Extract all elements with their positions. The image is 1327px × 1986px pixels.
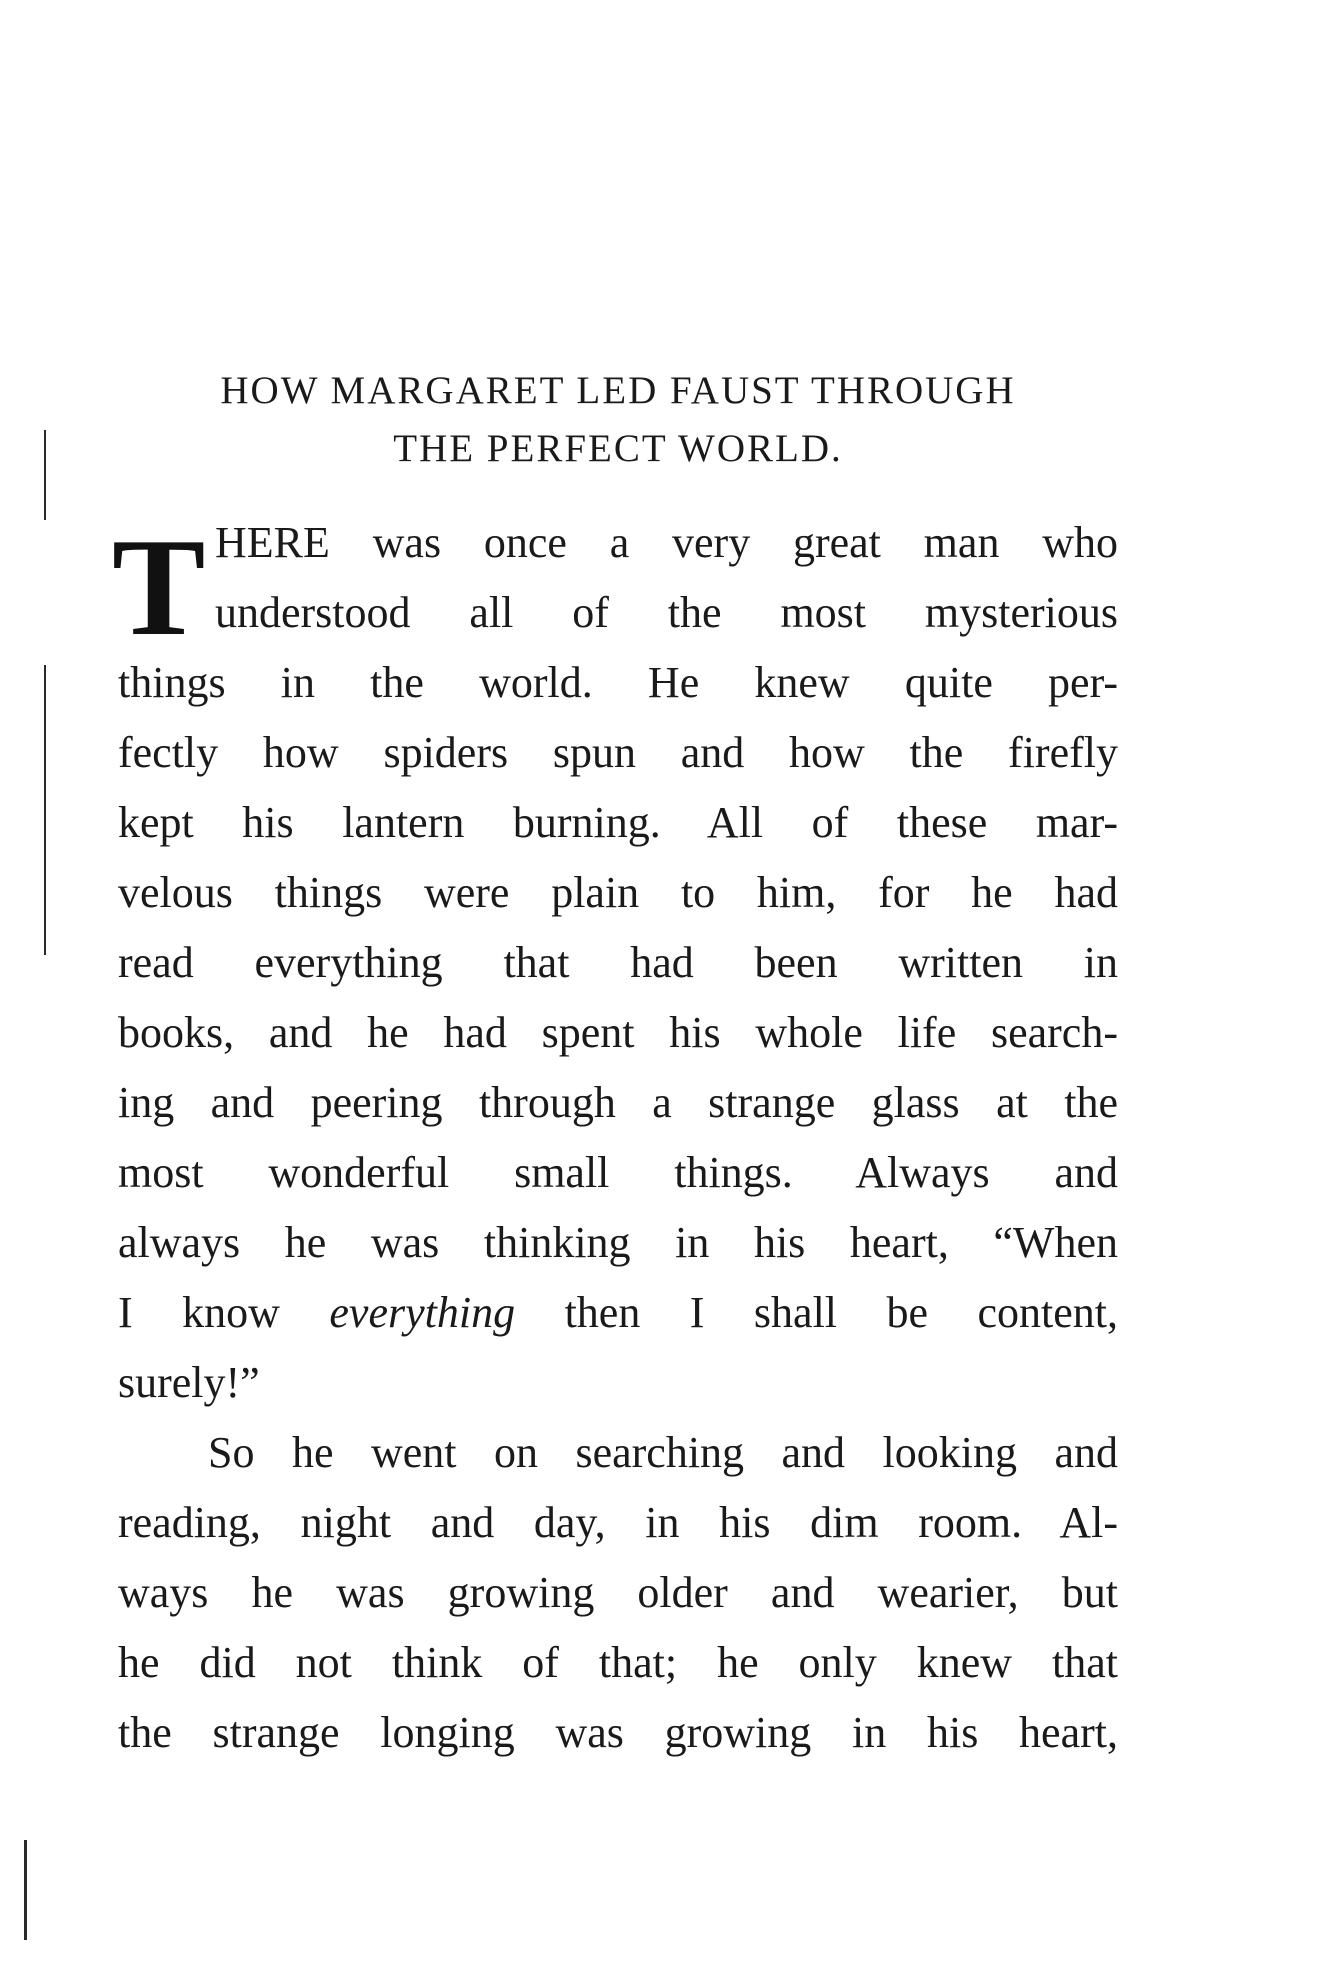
text-line-8: books, and he had spent his whole life search-	[118, 1008, 1118, 1057]
scan-edge-mark	[44, 430, 46, 520]
text-segment: then I shall be content,	[564, 1288, 1119, 1337]
text-line-6: velous things were plain to him, for he had	[118, 868, 1118, 917]
text-line-11: always he was thinking in his heart, “When	[118, 1218, 1118, 1267]
text-line-7: read everything that had been written in	[118, 938, 1118, 987]
text-line-14: So he went on searching and looking and	[208, 1428, 1118, 1477]
text-line-10: most wonderful small things. Always and	[118, 1148, 1118, 1197]
text-line-15: reading, night and day, in his dim room. Al-	[118, 1498, 1118, 1547]
text-line-17: he did not think of that; he only knew that	[118, 1638, 1118, 1687]
text-line-12	[118, 1288, 1118, 1338]
text-line-1: HERE was once a very great man who	[215, 518, 1118, 567]
scan-edge-mark	[44, 665, 46, 955]
text-line-2: understood all of the most mysterious	[215, 588, 1118, 637]
text-line-3: things in the world. He knew quite per-	[118, 658, 1118, 707]
text-line-18: the strange longing was growing in his heart,	[118, 1708, 1118, 1757]
drop-cap: T	[112, 510, 206, 665]
text-line-13: surely!”	[118, 1358, 260, 1407]
scan-edge-mark	[24, 1840, 27, 1940]
text-line-16: ways he was growing older and wearier, but	[118, 1568, 1118, 1617]
text-line-5: kept his lantern burning. All of these mar-	[118, 798, 1118, 847]
text-line-9: ing and peering through a strange glass at the	[118, 1078, 1118, 1127]
chapter-title-line-1: HOW MARGARET LED FAUST THROUGH	[220, 369, 1016, 412]
text-segment: I know	[118, 1288, 280, 1337]
chapter-title-line-2: THE PERFECT WORLD.	[393, 427, 843, 470]
text-line-4: fectly how spiders spun and how the firefly	[118, 728, 1118, 777]
italic-word: everything	[329, 1288, 516, 1337]
chapter-title	[118, 362, 1118, 478]
